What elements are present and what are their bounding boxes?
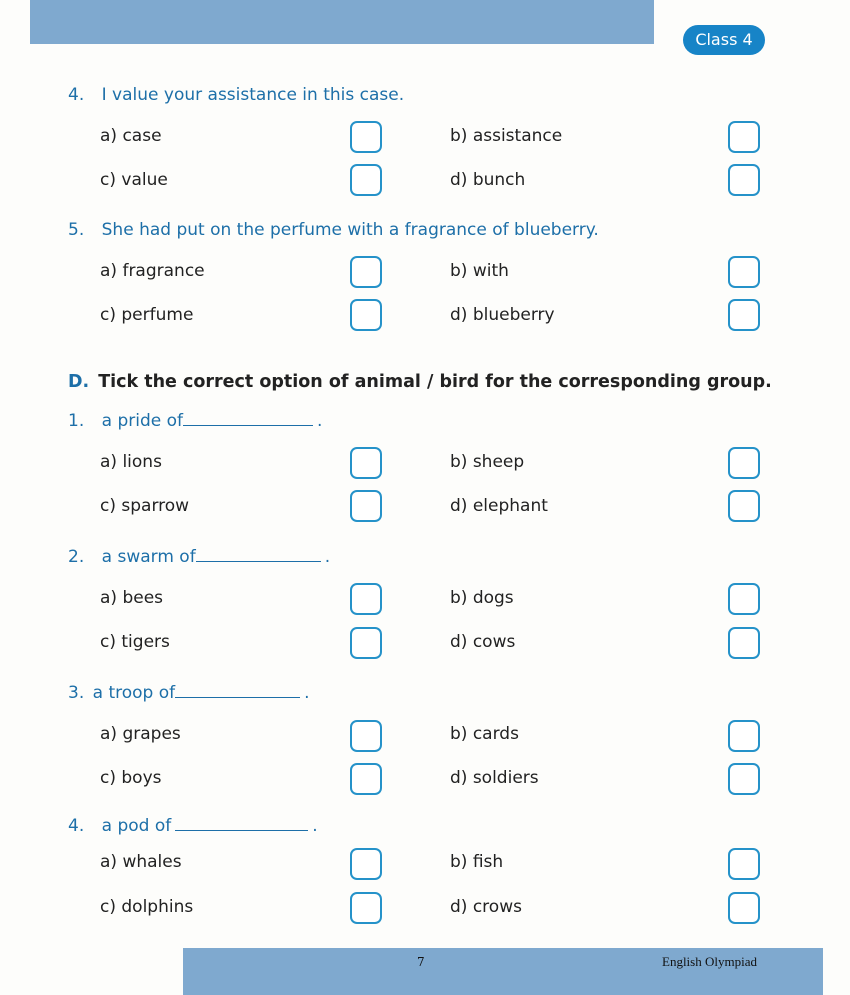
checkbox-q5-a[interactable] bbox=[350, 256, 382, 288]
question-number: 4. bbox=[68, 816, 85, 836]
checkbox-d2-d[interactable] bbox=[728, 627, 760, 659]
option-a: a) grapes bbox=[100, 724, 181, 744]
option-d: d) crows bbox=[450, 897, 522, 917]
option-a: a) whales bbox=[100, 852, 182, 872]
question-number: 5. bbox=[68, 220, 85, 240]
question-d-1 bbox=[68, 411, 322, 431]
option-b: b) cards bbox=[450, 724, 519, 744]
checkbox-q4-b[interactable] bbox=[728, 121, 760, 153]
question-number: 1. bbox=[68, 411, 85, 431]
checkbox-d4-d[interactable] bbox=[728, 892, 760, 924]
option-d: d) bunch bbox=[450, 170, 526, 190]
option-d: d) elephant bbox=[450, 496, 548, 516]
question-prev-4 bbox=[68, 85, 404, 105]
option-d: d) blueberry bbox=[450, 305, 555, 325]
checkbox-d2-c[interactable] bbox=[350, 627, 382, 659]
question-text: a pride of bbox=[101, 411, 184, 431]
section-letter: D. bbox=[68, 372, 90, 392]
answer-blank bbox=[175, 829, 308, 831]
answer-blank bbox=[196, 560, 321, 562]
checkbox-d2-a[interactable] bbox=[350, 583, 382, 615]
answer-blank bbox=[175, 696, 300, 698]
option-b: b) fish bbox=[450, 852, 504, 872]
question-number: 2. bbox=[68, 547, 85, 567]
checkbox-d3-d[interactable] bbox=[728, 763, 760, 795]
question-d-4 bbox=[68, 816, 318, 836]
checkbox-q5-b[interactable] bbox=[728, 256, 760, 288]
option-c: c) boys bbox=[100, 768, 162, 788]
answer-blank bbox=[183, 424, 313, 426]
option-c: c) perfume bbox=[100, 305, 194, 325]
checkbox-d1-b[interactable] bbox=[728, 447, 760, 479]
checkbox-d4-c[interactable] bbox=[350, 892, 382, 924]
option-b: b) assistance bbox=[450, 126, 563, 146]
option-a: a) bees bbox=[100, 588, 164, 608]
question-text: a swarm of bbox=[101, 547, 196, 567]
checkbox-d3-c[interactable] bbox=[350, 763, 382, 795]
option-d: d) cows bbox=[450, 632, 516, 652]
option-d: d) soldiers bbox=[450, 768, 539, 788]
checkbox-q5-d[interactable] bbox=[728, 299, 760, 331]
question-text: a troop of bbox=[92, 683, 176, 703]
option-a: a) case bbox=[100, 126, 162, 146]
question-d-2 bbox=[68, 547, 330, 567]
option-c: c) value bbox=[100, 170, 168, 190]
checkbox-d1-c[interactable] bbox=[350, 490, 382, 522]
checkbox-d1-a[interactable] bbox=[350, 447, 382, 479]
checkbox-d2-b[interactable] bbox=[728, 583, 760, 615]
checkbox-q4-d[interactable] bbox=[728, 164, 760, 196]
question-end: . bbox=[317, 411, 323, 431]
question-number: 4. bbox=[68, 85, 85, 105]
question-text: a pod of bbox=[101, 816, 172, 836]
checkbox-d4-b[interactable] bbox=[728, 848, 760, 880]
section-d-heading bbox=[68, 372, 772, 392]
question-number: 3. bbox=[68, 683, 85, 703]
question-end: . bbox=[304, 683, 310, 703]
checkbox-d3-b[interactable] bbox=[728, 720, 760, 752]
question-prev-5 bbox=[68, 220, 599, 240]
question-end: . bbox=[324, 547, 331, 567]
checkbox-q4-c[interactable] bbox=[350, 164, 382, 196]
option-b: b) with bbox=[450, 261, 509, 281]
option-c: c) dolphins bbox=[100, 897, 194, 917]
checkbox-d1-d[interactable] bbox=[728, 490, 760, 522]
question-text: I value your assistance in this case. bbox=[101, 85, 405, 105]
option-a: a) fragrance bbox=[100, 261, 205, 281]
checkbox-q5-c[interactable] bbox=[350, 299, 382, 331]
section-heading-text: Tick the correct option of animal / bird for the corresponding group. bbox=[98, 372, 772, 392]
option-b: b) sheep bbox=[450, 452, 525, 472]
option-c: c) sparrow bbox=[100, 496, 190, 516]
option-a: a) lions bbox=[100, 452, 162, 472]
option-c: c) tigers bbox=[100, 632, 170, 652]
checkbox-d3-a[interactable] bbox=[350, 720, 382, 752]
checkbox-d4-a[interactable] bbox=[350, 848, 382, 880]
class-badge: Class 4 bbox=[683, 25, 765, 55]
question-d-3 bbox=[68, 683, 310, 703]
checkbox-q4-a[interactable] bbox=[350, 121, 382, 153]
question-end: . bbox=[312, 816, 318, 836]
question-text: She had put on the perfume with a fragrance of blueberry. bbox=[101, 220, 599, 240]
footer-title: English Olympiad bbox=[662, 954, 757, 969]
option-b: b) dogs bbox=[450, 588, 514, 608]
page-number: 7 bbox=[417, 955, 425, 969]
header-band bbox=[30, 0, 654, 44]
